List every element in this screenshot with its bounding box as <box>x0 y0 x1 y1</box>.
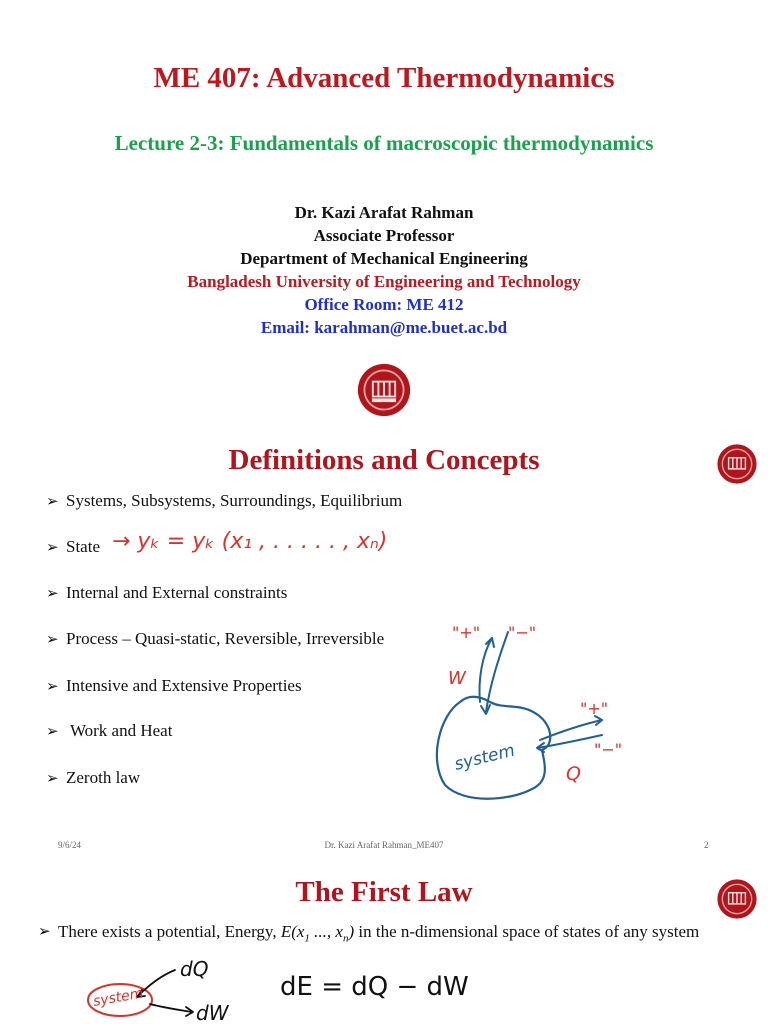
system-label: system <box>452 740 517 775</box>
footer-author: Dr. Kazi Arafat Rahman_ME407 <box>324 840 444 850</box>
bullet-arrow-icon: ➢ <box>46 723 59 740</box>
lecture-subtitle: Lecture 2-3: Fundamentals of macroscopic thermodynamics <box>114 131 654 155</box>
list-item <box>46 491 402 511</box>
author-position: Associate Professor <box>313 226 455 245</box>
dw-label: dW <box>196 1001 229 1024</box>
bullet-arrow-icon: ➢ <box>46 585 59 602</box>
bullet-text: Work and Heat <box>66 721 173 740</box>
bullet-text: Systems, Subsystems, Surroundings, Equilibrium <box>66 491 403 510</box>
bullet-arrow-icon: ➢ <box>46 631 59 648</box>
plus-sign-work: "+" <box>452 623 481 642</box>
bullet-arrow-icon: ➢ <box>46 493 59 510</box>
system-label: system <box>91 985 145 1010</box>
subscript-1: 1 <box>304 932 310 945</box>
statement-text: There exists a potential, Energy, <box>58 922 281 941</box>
state-formula-annotation: → yₖ = yₖ (x₁ , . . . . . , xₙ) <box>112 529 388 554</box>
minus-sign-heat: "−" <box>594 740 623 759</box>
university-logo-icon-small-2 <box>716 878 758 920</box>
dq-label: dQ <box>180 957 209 981</box>
subscript-n: n <box>342 932 349 945</box>
work-arrow <box>150 1004 192 1012</box>
footer-date: 9/6/24 <box>58 840 82 850</box>
list-item <box>46 721 172 741</box>
university-logo-icon-small <box>716 443 758 485</box>
footer-page-number: 2 <box>704 840 709 850</box>
university-name: Bangladesh University of Engineering and Technology <box>187 272 581 291</box>
statement-text: in the n-dimensional space of states of any system <box>354 922 700 941</box>
minus-sign-work: "−" <box>508 623 537 642</box>
heat-label: Q <box>566 763 581 785</box>
author-name: Dr. Kazi Arafat Rahman <box>294 203 474 222</box>
bullet-arrow-icon: ➢ <box>46 539 59 556</box>
bullet-arrow-icon: ➢ <box>46 770 59 787</box>
bullet-text: State <box>66 537 100 556</box>
list-item <box>46 583 287 603</box>
bullet-text: Intensive and Extensive Properties <box>66 676 302 695</box>
ellipsis: ..., x <box>309 922 343 941</box>
list-item <box>46 537 100 557</box>
list-item <box>46 629 384 649</box>
page-title: ME 407: Advanced Thermodynamics <box>153 62 615 94</box>
slide-heading-first-law: The First Law <box>295 876 473 908</box>
bullet-text: Process – Quasi-static, Reversible, Irreversible <box>66 629 385 648</box>
work-label: W <box>448 668 466 689</box>
energy-symbol: E(x <box>280 922 305 941</box>
heat-arrow <box>138 970 175 996</box>
email-link[interactable]: Email: karahman@me.buet.ac.bd <box>260 318 508 337</box>
office-room: Office Room: ME 412 <box>304 295 464 314</box>
first-law-equation: dE = dQ − dW <box>280 972 469 1002</box>
bullet-arrow-icon: ➢ <box>46 678 59 695</box>
author-department: Department of Mechanical Engineering <box>240 249 528 268</box>
close-paren: ) <box>348 922 355 941</box>
university-logo-icon <box>356 362 412 418</box>
bullet-arrow-icon: ➢ <box>38 924 51 940</box>
bullet-text: Zeroth law <box>66 768 141 787</box>
system-diagram <box>420 610 650 820</box>
bullet-text: Internal and External constraints <box>66 583 288 602</box>
list-item <box>46 676 302 696</box>
list-item <box>46 768 140 788</box>
slide-heading-definitions: Definitions and Concepts <box>228 444 540 476</box>
first-law-statement <box>58 920 708 950</box>
plus-sign-heat: "+" <box>580 699 609 718</box>
first-law-sketch <box>80 952 260 1024</box>
